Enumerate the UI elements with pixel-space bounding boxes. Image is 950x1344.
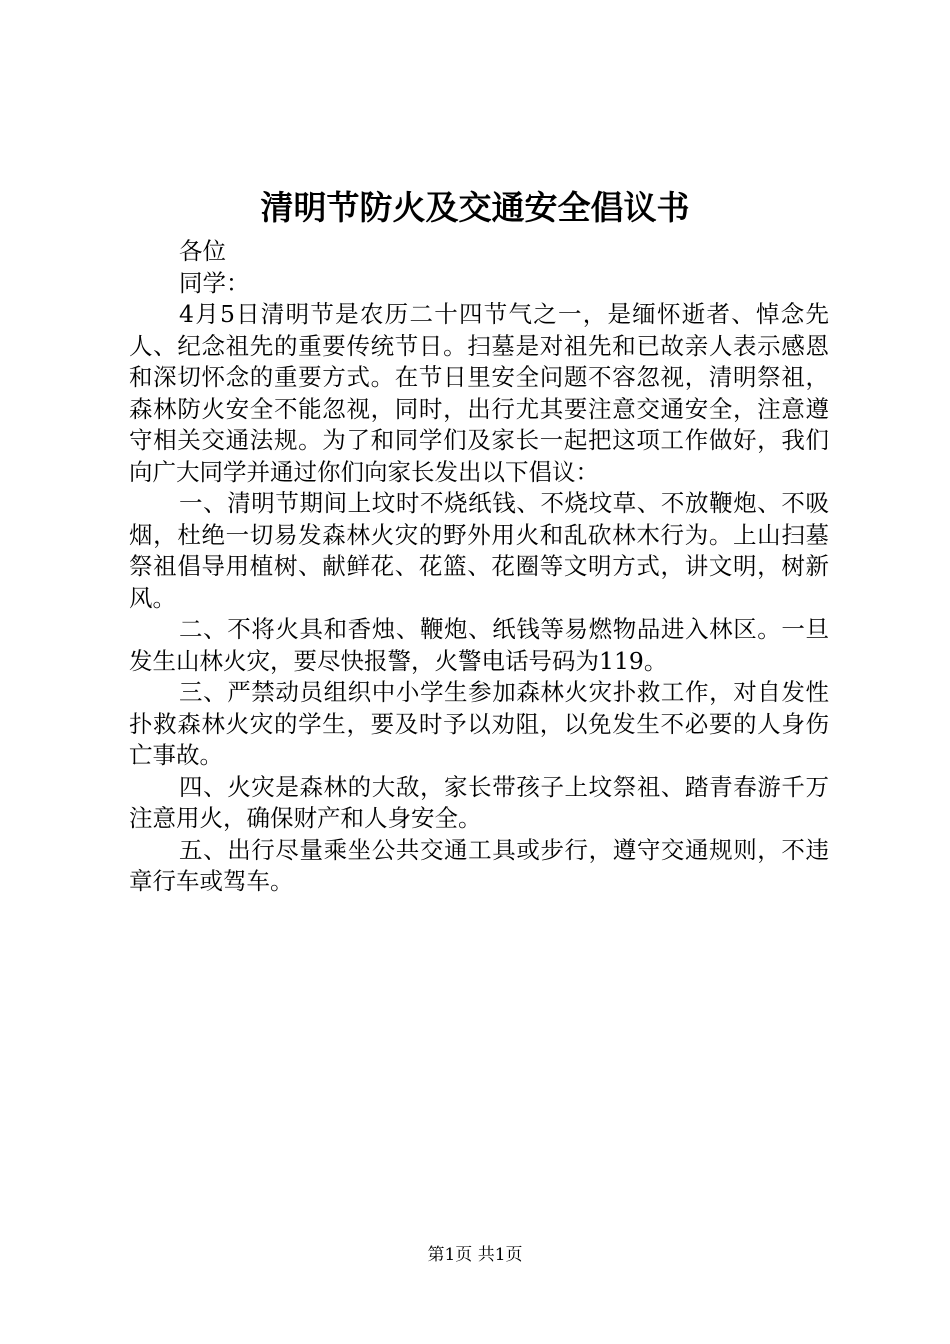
- paragraph-item-4: 四、火灾是森林的大敌，家长带孩子上坟祭祖、踏青春游千万注意用火，确保财产和人身安全。: [129, 772, 829, 832]
- paragraph-intro: 4月5日清明节是农历二十四节气之一，是缅怀逝者、悼念先人、纪念祖先的重要传统节日。扫墓是对祖先和已故亲人表示感恩和深切怀念的重要方式。在节日里安全问题不容忽视，清明祭祖，森林防火安全不能忽视，同时，出行尤其要注意交通安全，注意遵守相关交通法规。为了和同学们及家长一起把这项工作做好，我们向广大同学并通过你们向家长发出以下倡议：: [129, 300, 829, 486]
- document-title: 清明节防火及交通安全倡议书: [260, 188, 690, 227]
- paragraph-item-5: 五、出行尽量乘坐公共交通工具或步行，遵守交通规则，不违章行车或驾车。: [129, 835, 829, 895]
- paragraph-item-1: 一、清明节期间上坟时不烧纸钱、不烧坟草、不放鞭炮、不吸烟，杜绝一切易发森林火灾的野外用火和乱砍林木行为。上山扫墓祭祖倡导用植树、献鲜花、花篮、花圈等文明方式，讲文明，树新风。: [129, 489, 829, 612]
- salutation-line-1: 各位: [179, 237, 226, 265]
- document-body: [129, 236, 829, 898]
- paragraph-item-3: 三、严禁动员组织中小学生参加森林火灾扑救工作，对自发性扑救森林火灾的学生，要及时予以劝阻，以免发生不必要的人身伤亡事故。: [129, 678, 829, 769]
- page-footer: 第1页 共1页: [427, 1245, 523, 1265]
- salutation-line-2: 同学：: [179, 268, 250, 297]
- paragraph-item-2: 二、不将火具和香烛、鞭炮、纸钱等易燃物品进入林区。一旦发生山林火灾，要尽快报警，火警电话号码为119。: [129, 615, 829, 675]
